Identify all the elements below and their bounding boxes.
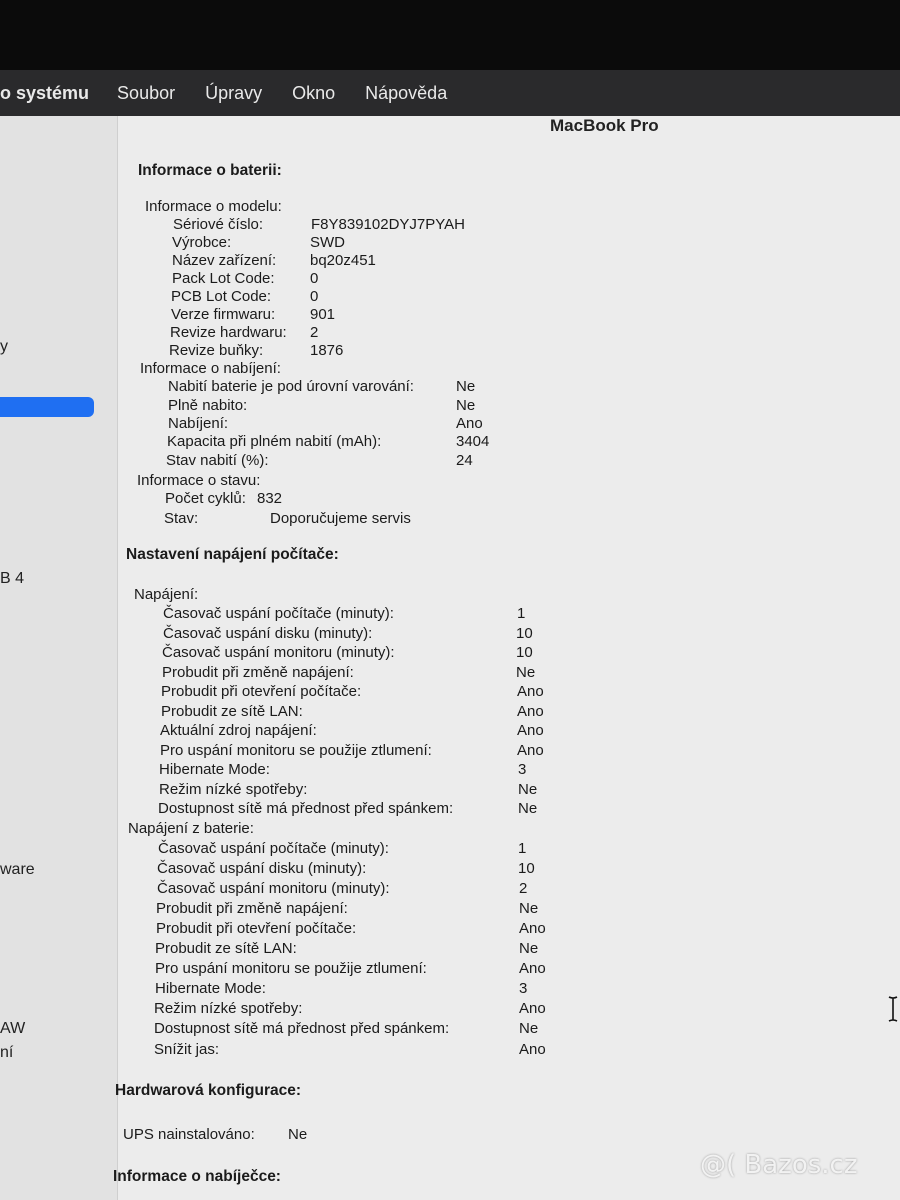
menu-app-name[interactable]: o systému — [0, 82, 90, 103]
row-label: Probudit při otevření počítače: — [161, 683, 362, 700]
row-label: Dostupnost sítě má přednost před spánkem: — [158, 800, 454, 817]
sidebar — [0, 116, 118, 1200]
sidebar-item-fragment[interactable]: ní — [0, 1044, 14, 1061]
row-value: Ne — [519, 940, 539, 957]
info-content — [113, 152, 900, 1200]
health-heading: Informace o stavu: — [137, 472, 261, 489]
row-value: Ano — [517, 683, 544, 700]
row-label: Časovač uspání počítače (minuty): — [158, 840, 389, 857]
row-label: Pro uspání monitoru se použije ztlumení: — [155, 960, 427, 977]
row-value: Ne — [456, 397, 476, 414]
row-label: Probudit při otevření počítače: — [156, 920, 357, 937]
row-value: 2 — [310, 324, 319, 341]
row-label: Aktuální zdroj napájení: — [160, 722, 317, 739]
row-label: Počet cyklů: — [165, 490, 246, 507]
row-value: Ne — [518, 800, 538, 817]
row-label: Stav nabití (%): — [166, 452, 269, 469]
row-value: 832 — [257, 490, 283, 507]
row-label: Probudit při změně napájení: — [156, 900, 348, 917]
row-label: Režim nízké spotřeby: — [159, 781, 308, 798]
sidebar-item-fragment[interactable]: B 4 — [0, 570, 25, 587]
row-value: 10 — [516, 625, 533, 642]
row-value: 901 — [310, 306, 336, 323]
row-value: 3 — [518, 761, 527, 778]
row-value: 24 — [456, 452, 473, 469]
row-label: Plně nabito: — [168, 397, 248, 414]
row-value: Ne — [288, 1126, 308, 1143]
row-value: bq20z451 — [310, 252, 376, 269]
system-info-window — [0, 116, 900, 1200]
menu-upravy[interactable]: Úpravy — [205, 82, 263, 103]
row-value: Ano — [519, 1041, 546, 1058]
row-label: UPS nainstalováno: — [123, 1126, 255, 1143]
row-value: 10 — [518, 860, 535, 877]
row-label: Probudit ze sítě LAN: — [155, 940, 297, 957]
menu-napoveda[interactable]: Nápověda — [365, 82, 448, 103]
battery-section-title: Informace o baterii: — [138, 162, 282, 179]
window-title: MacBook Pro — [550, 116, 659, 135]
sidebar-item-fragment[interactable]: y — [0, 338, 8, 355]
power-section-title: Nastavení napájení počítače: — [126, 546, 339, 563]
row-label: Dostupnost sítě má přednost před spánkem: — [154, 1020, 450, 1037]
row-value: 0 — [310, 270, 319, 287]
row-label: Revize buňky: — [169, 342, 264, 359]
row-value: 1 — [517, 605, 526, 622]
row-label: Výrobce: — [172, 234, 232, 251]
menu-bar — [0, 70, 900, 116]
row-label: Časovač uspání monitoru (minuty): — [157, 880, 390, 897]
row-value: Ne — [519, 1020, 539, 1037]
row-value: SWD — [310, 234, 345, 251]
row-label: Verze firmwaru: — [171, 306, 276, 323]
row-value: Ano — [519, 960, 546, 977]
row-label: Sériové číslo: — [173, 216, 264, 233]
row-value: F8Y839102DYJ7PYAH — [311, 216, 465, 233]
row-value: 1 — [518, 840, 527, 857]
row-label: Kapacita při plném nabití (mAh): — [167, 433, 382, 450]
ac-power-heading: Napájení: — [134, 586, 199, 603]
row-label: Hibernate Mode: — [159, 761, 270, 778]
row-value: Ano — [517, 703, 544, 720]
row-label: Pro uspání monitoru se použije ztlumení: — [160, 742, 432, 759]
row-label: Revize hardwaru: — [170, 324, 287, 341]
row-value: 10 — [516, 644, 533, 661]
sidebar-item-fragment[interactable]: ware — [0, 861, 35, 878]
row-label: Probudit při změně napájení: — [162, 664, 354, 681]
watermark-logo: @( Bazos.cz — [700, 1150, 858, 1180]
window-titlebar — [118, 116, 900, 136]
row-value: Doporučujeme servis — [270, 510, 411, 527]
row-value: 0 — [310, 288, 319, 305]
row-label: Probudit ze sítě LAN: — [161, 703, 303, 720]
charging-heading: Informace o nabíjení: — [140, 360, 281, 377]
row-label: Časovač uspání disku (minuty): — [157, 860, 367, 877]
menu-soubor[interactable]: Soubor — [117, 82, 176, 103]
menu-okno[interactable]: Okno — [292, 82, 336, 103]
row-label: Nabíjení: — [168, 415, 229, 432]
sidebar-selected-item[interactable] — [0, 397, 94, 417]
row-value: 1876 — [310, 342, 344, 359]
screen-bezel — [0, 0, 900, 70]
model-heading: Informace o modelu: — [145, 198, 282, 215]
row-value: 2 — [519, 880, 528, 897]
row-value: Ne — [518, 781, 538, 798]
battery-power-heading: Napájení z baterie: — [128, 820, 254, 837]
row-value: Ano — [456, 415, 483, 432]
row-value: Ano — [517, 722, 544, 739]
row-value: Ne — [519, 900, 539, 917]
row-value: Ne — [456, 378, 476, 395]
row-value: Ne — [516, 664, 536, 681]
row-value: Ano — [517, 742, 544, 759]
row-value: 3 — [519, 980, 528, 997]
row-label: Název zařízení: — [172, 252, 277, 269]
row-value: Ano — [519, 920, 546, 937]
row-label: Stav: — [164, 510, 199, 527]
row-label: Režim nízké spotřeby: — [154, 1000, 303, 1017]
row-label: Snížit jas: — [154, 1041, 220, 1058]
charger-section-title: Informace o nabíječce: — [113, 1168, 281, 1185]
row-label: Pack Lot Code: — [172, 270, 275, 287]
row-value: Ano — [519, 1000, 546, 1017]
row-value: 3404 — [456, 433, 490, 450]
row-label: Časovač uspání disku (minuty): — [163, 625, 373, 642]
row-label: Hibernate Mode: — [155, 980, 266, 997]
row-label: PCB Lot Code: — [171, 288, 272, 305]
row-label: Nabití baterie je pod úrovní varování: — [168, 378, 414, 395]
text-cursor-icon — [887, 996, 899, 1022]
sidebar-item-fragment[interactable]: AW — [0, 1020, 26, 1037]
hardware-section-title: Hardwarová konfigurace: — [115, 1082, 302, 1099]
row-label: Časovač uspání monitoru (minuty): — [162, 644, 395, 661]
row-label: Časovač uspání počítače (minuty): — [163, 605, 394, 622]
